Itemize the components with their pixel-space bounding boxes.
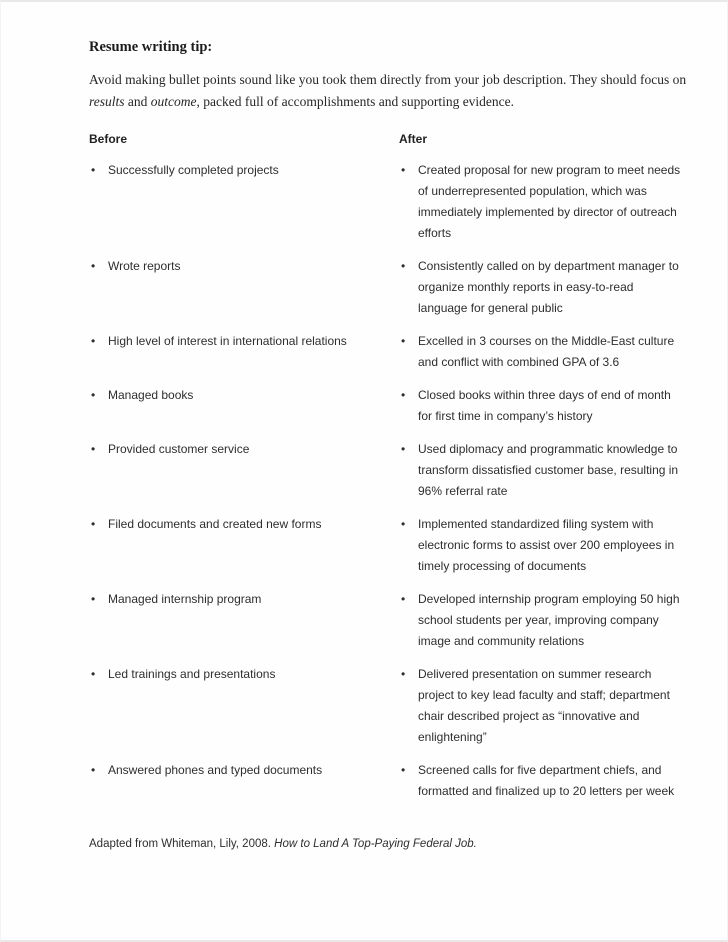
before-cell — [89, 589, 399, 652]
before-cell — [89, 760, 399, 802]
after-cell — [399, 385, 684, 427]
bullet-icon: • — [91, 259, 96, 273]
intro-text-1: Avoid making bullet points sound like you took them directly from your job description. They should focus on — [89, 72, 687, 87]
comparison-row — [89, 589, 707, 652]
bullet-icon: • — [401, 667, 406, 681]
before-text: Wrote reports — [108, 259, 181, 273]
after-cell — [399, 331, 684, 373]
before-text: Successfully completed projects — [108, 163, 279, 177]
comparison-row — [89, 256, 707, 319]
bullet-icon: • — [401, 517, 406, 531]
comparison-row — [89, 514, 707, 577]
bullet-icon: • — [91, 442, 96, 456]
bullet-icon: • — [91, 517, 96, 531]
after-text: Created proposal for new program to meet needs of underrepresented population, which was immediately implemented by director of outreach efforts — [418, 163, 681, 240]
bullet-icon: • — [91, 163, 96, 177]
comparison-row — [89, 664, 707, 748]
before-text: Provided customer service — [108, 442, 250, 456]
after-cell — [399, 664, 684, 748]
before-cell — [89, 331, 399, 373]
after-text: Developed internship program employing 50 high school students per year, improving company image and community relations — [418, 592, 680, 648]
after-column-header: After — [399, 132, 428, 146]
intro-italic-results: results — [89, 93, 125, 109]
comparison-row — [89, 385, 707, 427]
before-column-header: Before — [89, 132, 128, 146]
before-cell — [89, 256, 399, 319]
book-title: How to Land A Top-Paying Federal Job. — [274, 838, 477, 850]
bullet-icon: • — [401, 592, 406, 606]
intro-text-3: , packed full of accomplishments and supporting evidence. — [196, 93, 515, 109]
before-cell — [89, 664, 399, 748]
bullet-icon: • — [401, 442, 406, 456]
after-text: Screened calls for five department chiefs, and formatted and finalized up to 20 letters per week — [418, 763, 675, 798]
bullet-icon: • — [401, 259, 406, 273]
before-text: Managed internship program — [108, 592, 262, 606]
comparison-row — [89, 439, 707, 502]
intro-text-2: and — [124, 93, 151, 109]
bullet-icon: • — [401, 334, 406, 348]
before-text: Filed documents and created new forms — [108, 517, 322, 531]
after-cell — [399, 256, 684, 319]
bullet-icon: • — [91, 763, 96, 777]
after-cell — [399, 160, 684, 244]
intro-italic-outcome: outcome — [150, 93, 197, 109]
after-text: Closed books within three days of end of month for first time in company’s history — [418, 388, 671, 423]
before-cell — [89, 439, 399, 502]
after-cell — [399, 439, 684, 502]
footer-citation — [89, 836, 707, 852]
before-text: Led trainings and presentations — [108, 667, 276, 681]
bullet-icon: • — [91, 592, 96, 606]
comparison-row — [89, 160, 707, 244]
after-text: Delivered presentation on summer research project to key lead faculty and staff; department chair described project as “innovative and enlightening” — [418, 667, 670, 744]
after-text: Consistently called on by department manager to organize monthly reports in easy-to-read language for general public — [418, 259, 679, 315]
citation-text: Adapted from Whiteman, Lily, 2008. — [89, 838, 275, 850]
before-text: Answered phones and typed documents — [108, 763, 323, 777]
page-title: Resume writing tip: — [89, 39, 213, 55]
before-cell — [89, 160, 399, 244]
after-cell — [399, 589, 684, 652]
before-text: High level of interest in international relations — [108, 334, 347, 348]
after-cell — [399, 760, 684, 802]
after-text: Used diplomacy and programmatic knowledge to transform dissatisfied customer base, resulting in 96% referral rate — [418, 442, 679, 498]
bullet-icon: • — [91, 388, 96, 402]
before-cell — [89, 514, 399, 577]
comparison-row — [89, 760, 707, 802]
bullet-icon: • — [401, 163, 406, 177]
after-text: Implemented standardized filing system with electronic forms to assist over 200 employees in timely processing of documents — [418, 517, 675, 573]
intro-paragraph — [89, 69, 707, 112]
bullet-icon: • — [401, 388, 406, 402]
column-headers — [89, 132, 707, 147]
bullet-icon: • — [91, 667, 96, 681]
before-cell — [89, 385, 399, 427]
comparison-row — [89, 331, 707, 373]
bullet-icon: • — [401, 763, 406, 777]
bullet-icon: • — [91, 334, 96, 348]
after-text: Excelled in 3 courses on the Middle-East culture and conflict with combined GPA of 3.6 — [418, 334, 675, 369]
before-text: Managed books — [108, 388, 194, 402]
after-cell — [399, 514, 684, 577]
